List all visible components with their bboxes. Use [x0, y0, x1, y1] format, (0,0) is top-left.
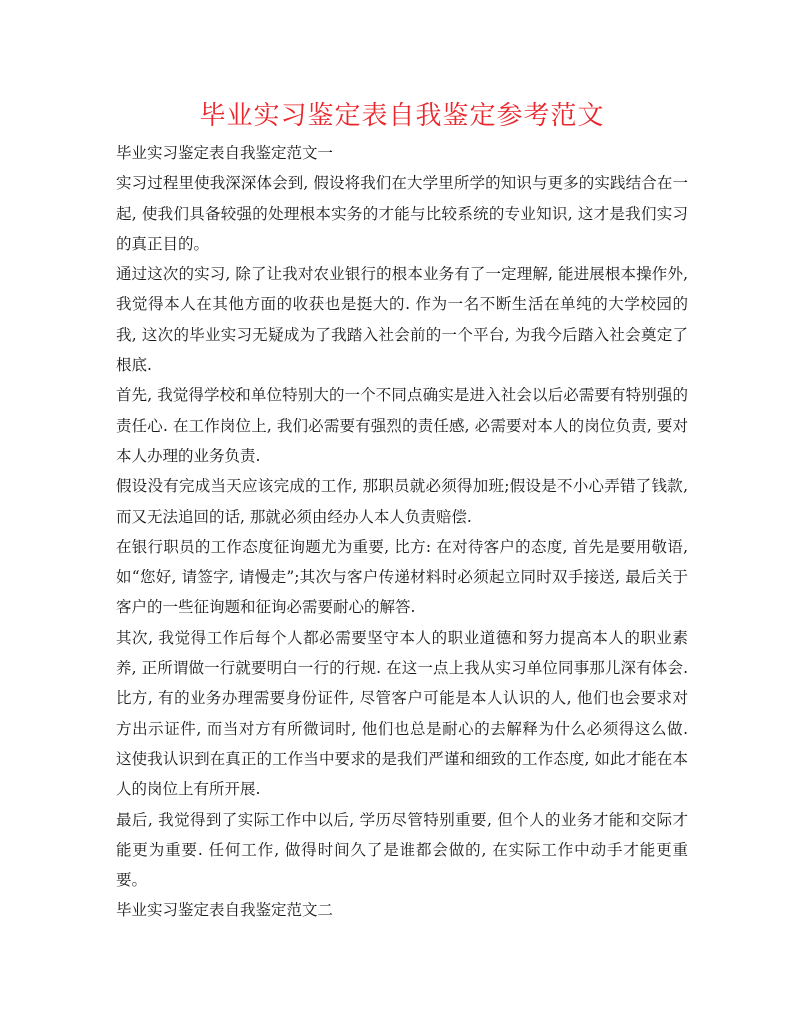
section-heading-2: 毕业实习鉴定表自我鉴定范文二: [116, 901, 334, 920]
paragraph: 首先, 我觉得学校和单位特别大的一个不同点确实是进入社会以后必需要有特别强的责任心. 在工作岗位上, 我们必需要有强烈的责任感, 必需要对本人的岗位负责, 要对本人办理的业务负责.: [116, 386, 688, 465]
document-page: [116, 96, 688, 926]
paragraph: 最后, 我觉得到了实际工作中以后, 学历尽管特别重要, 但个人的业务才能和交际才能更为重要. 任何工作, 做得时间久了是谁都会做的, 在实际工作中动手才能更重要。: [116, 810, 688, 890]
paragraph: 其次, 我觉得工作后每个人都必需要坚守本人的职业道德和努力提高本人的职业素养, 正所谓做一行就要明白一行的行规. 在这一点上我从实习单位同事那儿深有体会. 比方, 有的业务办理需要身份证件, 尽管客户可能是本人认识的人, 他们也会要求对方出示证件, 而当对方有所微词时, 他们也总是耐心的去解释为什么必须得这么做. 这使我认识到在真正的工作当中要求的是我们严谨和细致的工作态度, 如此才能在本人的岗位上有所开展.: [116, 628, 688, 799]
paragraph: 实习过程里使我深深体会到, 假设将我们在大学里所学的知识与更多的实践结合在一起, 使我们具备较强的处理根本实务的才能与比较系统的专业知识, 这才是我们实习的真正目的。: [116, 174, 688, 253]
paragraph: 假设没有完成当天应该完成的工作, 那职员就必须得加班;假设是不小心弄错了钱款, 而又无法追回的话, 那就必须由经办人本人负责赔偿.: [116, 477, 688, 526]
document-title: 毕业实习鉴定表自我鉴定参考范文: [199, 101, 605, 131]
section-heading-1: 毕业实习鉴定表自我鉴定范文一: [116, 144, 334, 162]
paragraph: 在银行职员的工作态度征询题尤为重要, 比方: 在对待客户的态度, 首先是要用敬语, 如“您好, 请签字, 请慢走”;其次与客户传递材料时必须起立同时双手接送, 最后关于客户的一些征询题和征询必需要耐心的解答.: [116, 537, 688, 617]
paragraph: 通过这次的实习, 除了让我对农业银行的根本业务有了一定理解, 能进展根本操作外, 我觉得本人在其他方面的收获也是挺大的. 作为一名不断生活在单纯的大学校园的我, 这次的毕业实习无疑成为了我踏入社会前的一个平台, 为我今后踏入社会奠定了根底.: [116, 265, 688, 375]
